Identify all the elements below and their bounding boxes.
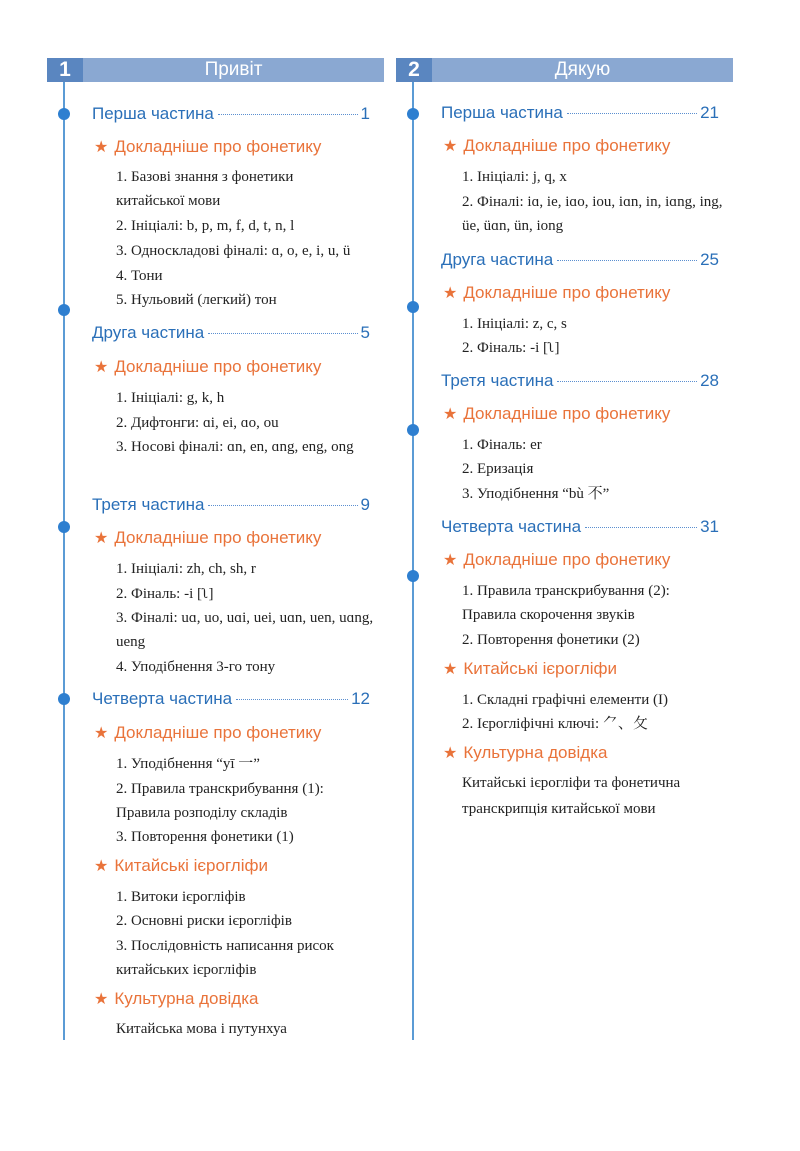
toc-page-number: 28 bbox=[700, 371, 719, 390]
section-heading-phonetics bbox=[94, 357, 321, 377]
list-item: 2. Повторення фонетики (2) bbox=[462, 632, 640, 648]
section-heading-label: Докладніше про фонетику bbox=[114, 528, 322, 547]
list-item: 3. Носові фіналі: ɑn, en, ɑng, eng, ong bbox=[116, 439, 354, 455]
star-icon: ★ bbox=[94, 858, 109, 875]
list-item: 2. Ініціалі: b, p, m, f, d, t, n, l bbox=[116, 218, 295, 234]
timeline-dot bbox=[407, 108, 419, 120]
lesson-2-banner bbox=[396, 58, 733, 82]
toc-page-number: 12 bbox=[351, 689, 370, 708]
section-heading-phonetics bbox=[443, 550, 670, 570]
timeline-dot bbox=[407, 570, 419, 582]
toc-entry-part-1[interactable] bbox=[92, 104, 370, 124]
lesson-1-banner bbox=[47, 58, 384, 82]
toc-entry-label: Перша частина bbox=[441, 103, 563, 122]
timeline-dot bbox=[58, 304, 70, 316]
toc-page-number: 5 bbox=[360, 323, 370, 342]
toc-entry-label: Четверта частина bbox=[92, 689, 233, 708]
list-item: 1. Ініціалі: j, q, x bbox=[462, 169, 567, 185]
timeline-dot bbox=[407, 301, 419, 313]
lesson-number: 2 bbox=[396, 58, 432, 82]
star-icon: ★ bbox=[94, 359, 109, 376]
star-icon: ★ bbox=[443, 552, 458, 569]
section-heading-label: Культурна довідка bbox=[463, 743, 608, 762]
star-icon: ★ bbox=[94, 530, 109, 547]
list-item: 5. Нульовий (легкий) тон bbox=[116, 292, 277, 308]
list-item: 1. Базові знання з фонетики китайської мови bbox=[116, 169, 294, 209]
section-heading-label: Докладніше про фонетику bbox=[463, 550, 671, 569]
section-heading-phonetics bbox=[443, 283, 670, 303]
list-item: 3. Послідовність написання рисок китайських ієрогліфів bbox=[116, 938, 334, 978]
timeline-line bbox=[412, 82, 414, 1040]
lesson-1-column bbox=[47, 58, 384, 82]
toc-page-number: 31 bbox=[700, 517, 719, 536]
toc-entry-label: Четверта частина bbox=[441, 517, 582, 536]
list-item: 1. Ініціалі: z, c, s bbox=[462, 316, 567, 332]
culture-note: Китайські ієрогліфи та фонетична транскрипція китайської мови bbox=[462, 775, 681, 817]
toc-page-number: 1 bbox=[360, 104, 370, 123]
toc-entry-part-1[interactable] bbox=[441, 103, 719, 123]
section-heading-characters bbox=[94, 856, 268, 876]
toc-entry-label: Друга частина bbox=[92, 323, 205, 342]
section-heading-label: Докладніше про фонетику bbox=[463, 283, 671, 302]
list-item: 1. Ініціалі: g, k, h bbox=[116, 390, 225, 406]
toc-entry-label: Перша частина bbox=[92, 104, 214, 123]
toc-entry-label: Третя частина bbox=[92, 495, 205, 514]
section-heading-label: Культурна довідка bbox=[114, 989, 259, 1008]
toc-entry-part-2[interactable] bbox=[92, 323, 370, 343]
star-icon: ★ bbox=[443, 285, 458, 302]
section-heading-phonetics bbox=[443, 404, 670, 424]
dot-leader bbox=[208, 333, 357, 334]
toc-entry-label: Друга частина bbox=[441, 250, 554, 269]
dot-leader bbox=[585, 527, 697, 528]
dot-leader bbox=[236, 699, 348, 700]
star-icon: ★ bbox=[443, 138, 458, 155]
list-item: 2. Правила транскрибування (1): Правила розподілу складів bbox=[116, 781, 324, 821]
section-heading-phonetics bbox=[443, 136, 670, 156]
timeline-dot bbox=[58, 108, 70, 120]
dot-leader bbox=[557, 260, 697, 261]
star-icon: ★ bbox=[94, 139, 109, 156]
lesson-number: 1 bbox=[47, 58, 83, 82]
lesson-2-column bbox=[396, 58, 733, 82]
section-heading-label: Докладніше про фонетику bbox=[463, 136, 671, 155]
list-item: 3. Односкладові фіналі: ɑ, o, e, i, u, ü bbox=[116, 243, 351, 259]
section-heading-phonetics bbox=[94, 137, 321, 157]
section-heading-characters bbox=[443, 659, 617, 679]
star-icon: ★ bbox=[443, 661, 458, 678]
section-heading-phonetics bbox=[94, 528, 321, 548]
list-item: 1. Уподібнення “yī 一” bbox=[116, 756, 260, 772]
section-heading-label: Докладніше про фонетику bbox=[463, 404, 671, 423]
toc-page-number: 9 bbox=[360, 495, 370, 514]
list-item: 3. Уподібнення “bù 不” bbox=[462, 486, 610, 502]
list-item: 2. Фіналь: -i [ʅ] bbox=[462, 340, 560, 356]
list-item: 1. Складні графічні елементи (І) bbox=[462, 692, 668, 708]
list-item: 2. Ієрогліфічні ключі: ⺈、⺙ bbox=[462, 716, 648, 732]
section-heading-label: Докладніше про фонетику bbox=[114, 357, 322, 376]
section-heading-label: Китайські ієрогліфи bbox=[114, 856, 268, 875]
star-icon: ★ bbox=[443, 745, 458, 762]
section-heading-culture bbox=[94, 989, 259, 1009]
lesson-title: Привіт bbox=[204, 59, 263, 80]
section-heading-label: Докладніше про фонетику bbox=[114, 723, 322, 742]
toc-entry-part-3[interactable] bbox=[441, 371, 719, 391]
dot-leader bbox=[218, 114, 358, 115]
list-item: 2. Фіналі: iɑ, ie, iɑo, iou, iɑn, in, iɑng, ing, üe, üɑn, ün, iong bbox=[462, 194, 723, 234]
list-item: 1. Витоки ієрогліфів bbox=[116, 889, 246, 905]
dot-leader bbox=[567, 113, 697, 114]
list-item: 1. Фіналь: er bbox=[462, 437, 542, 453]
list-item: 2. Дифтонги: ɑi, ei, ɑo, ou bbox=[116, 415, 279, 431]
list-item: 1. Ініціалі: zh, ch, sh, r bbox=[116, 561, 256, 577]
toc-entry-part-4[interactable] bbox=[441, 517, 719, 537]
timeline-line bbox=[63, 82, 65, 1040]
list-item: 4. Уподібнення 3-го тону bbox=[116, 659, 276, 675]
toc-page-number: 21 bbox=[700, 103, 719, 122]
toc-entry-label: Третя частина bbox=[441, 371, 554, 390]
culture-note: Китайська мова і путунхуа bbox=[116, 1021, 287, 1037]
list-item: 1. Правила транскрибування (2): Правила скорочення звуків bbox=[462, 583, 670, 623]
section-heading-label: Докладніше про фонетику bbox=[114, 137, 322, 156]
toc-entry-part-4[interactable] bbox=[92, 689, 370, 709]
list-item: 2. Основні риски ієрогліфів bbox=[116, 913, 292, 929]
lesson-title: Дякую bbox=[554, 59, 611, 80]
list-item: 3. Фіналі: uɑ, uo, uɑi, uei, uɑn, uen, uɑng, ueng bbox=[116, 610, 374, 650]
star-icon: ★ bbox=[443, 406, 458, 423]
list-item: 2. Фіналь: -i [ʅ] bbox=[116, 586, 214, 602]
dot-leader bbox=[208, 505, 357, 506]
list-item: 2. Еризація bbox=[462, 461, 534, 477]
timeline-dot bbox=[58, 521, 70, 533]
star-icon: ★ bbox=[94, 991, 109, 1008]
section-heading-label: Китайські ієрогліфи bbox=[463, 659, 617, 678]
section-heading-culture bbox=[443, 743, 608, 763]
list-item: 4. Тони bbox=[116, 268, 163, 284]
toc-page-number: 25 bbox=[700, 250, 719, 269]
toc-entry-part-3[interactable] bbox=[92, 495, 370, 515]
star-icon: ★ bbox=[94, 725, 109, 742]
timeline-dot bbox=[58, 693, 70, 705]
list-item: 3. Повторення фонетики (1) bbox=[116, 829, 294, 845]
dot-leader bbox=[557, 381, 697, 382]
section-heading-phonetics bbox=[94, 723, 321, 743]
timeline-dot bbox=[407, 424, 419, 436]
toc-entry-part-2[interactable] bbox=[441, 250, 719, 270]
